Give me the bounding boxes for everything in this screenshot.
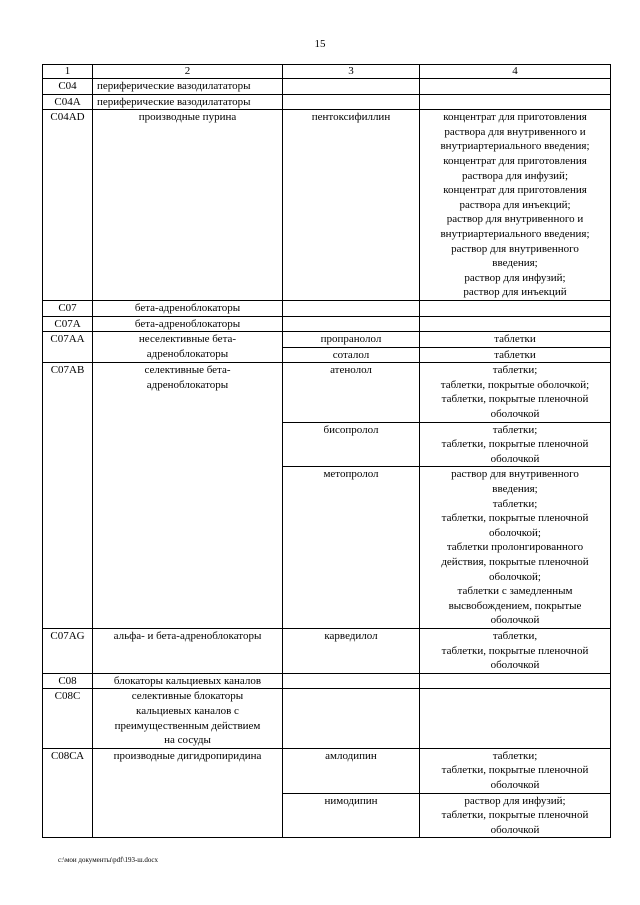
form-line: введения; <box>492 483 538 496</box>
drug-name <box>283 94 420 110</box>
column-header: 4 <box>420 65 611 79</box>
drug-name: атенолол <box>283 363 420 422</box>
form-line: таблетки; <box>492 364 538 377</box>
form-line: внутриартериального введения; <box>440 227 590 240</box>
table-row <box>43 110 611 301</box>
dosage-forms <box>420 628 611 673</box>
form-line: таблетки, покрытые пленочной <box>441 809 589 822</box>
form-line: оболочкой; <box>489 570 541 583</box>
form-line: внутриартериального введения; <box>440 140 590 153</box>
drug-name: метопролол <box>283 467 420 629</box>
dosage-forms <box>420 422 611 467</box>
table-row <box>43 316 611 332</box>
atc-code: С07АВ <box>43 363 93 629</box>
column-header: 3 <box>283 65 420 79</box>
table-row <box>43 79 611 95</box>
atc-group: бета-адреноблокаторы <box>93 316 283 332</box>
form-line: концентрат для приготовления <box>443 111 587 124</box>
drug-name: пентоксифиллин <box>283 110 420 301</box>
column-header: 1 <box>43 65 93 79</box>
table-row <box>43 332 611 348</box>
form-line: раствор для инфузий; <box>464 794 566 807</box>
form-line: оболочкой <box>490 614 540 627</box>
atc-code: С08 <box>43 673 93 689</box>
dosage-forms <box>420 363 611 422</box>
form-line: таблетки, покрытые оболочкой; <box>440 378 590 391</box>
atc-group: периферические вазодилататоры <box>93 94 283 110</box>
form-line: введения; <box>492 257 538 270</box>
form-line: таблетки пролонгированного <box>446 541 584 554</box>
form-line: оболочкой <box>490 823 540 836</box>
form-line: таблетки, покрытые пленочной <box>441 438 589 451</box>
form-line: таблетки с замедленным <box>457 585 573 598</box>
atc-group: производные дигидропиридина <box>93 748 283 838</box>
form-line: раствор для внутривенного <box>451 468 579 481</box>
group-line: на сосуды <box>164 734 211 747</box>
dosage-forms <box>420 467 611 629</box>
dosage-forms <box>420 316 611 332</box>
table-row <box>43 628 611 673</box>
group-line: адреноблокаторы <box>146 378 229 391</box>
form-line: действия, покрытые пленочной <box>441 556 589 568</box>
atc-code: С07А <box>43 316 93 332</box>
footer-file-path: c:\мои документы\pdf\193-ш.docx <box>58 856 159 864</box>
table-row <box>43 363 611 422</box>
form-line: раствор для внутривенного <box>451 242 579 255</box>
form-line: таблетки; <box>492 749 538 762</box>
form-line: таблетки, покрытые пленочной <box>441 644 589 657</box>
dosage-forms <box>420 689 611 748</box>
atc-code: С04 <box>43 79 93 95</box>
drug-name: бисопролол <box>283 422 420 467</box>
table-row <box>43 300 611 316</box>
form-line: раствор для инъекций <box>463 286 567 299</box>
atc-group: альфа- и бета-адреноблокаторы <box>93 628 283 673</box>
form-line: таблетки, покрытые пленочной <box>441 393 589 406</box>
group-line: селективные блокаторы <box>131 690 244 703</box>
dosage-forms <box>420 110 611 301</box>
form-line: концентрат для приготовления <box>443 184 587 197</box>
table-header-row <box>43 65 611 79</box>
form-line: раствор для внутривенного и <box>446 213 584 226</box>
atc-group: периферические вазодилататоры <box>93 79 283 95</box>
page-number: 15 <box>314 38 326 50</box>
form-line: оболочкой; <box>489 526 541 539</box>
form-line: таблетки, покрытые пленочной <box>441 764 589 777</box>
atc-group: блокаторы кальциевых каналов <box>93 673 283 689</box>
group-line: неселективные бета- <box>138 333 237 346</box>
dosage-forms: таблетки <box>420 347 611 363</box>
drug-name: пропранолол <box>283 332 420 348</box>
form-line: раствор для инфузий; <box>464 271 566 284</box>
table-row <box>43 689 611 748</box>
form-line: таблетки; <box>492 423 538 436</box>
atc-code: С04А <box>43 94 93 110</box>
drug-name <box>283 689 420 748</box>
drug-name: нимодипин <box>283 793 420 838</box>
form-line: таблетки; <box>492 497 538 510</box>
table-row <box>43 748 611 793</box>
form-line: оболочкой <box>490 778 540 791</box>
atc-code: С07АА <box>43 332 93 363</box>
dosage-forms <box>420 300 611 316</box>
dosage-forms <box>420 673 611 689</box>
atc-group <box>93 363 283 629</box>
group-line: адреноблокаторы <box>146 347 229 360</box>
drug-name: амлодипин <box>283 748 420 793</box>
atc-code: С08С <box>43 689 93 748</box>
atc-code: С07AG <box>43 628 93 673</box>
atc-group <box>93 689 283 748</box>
dosage-forms <box>420 79 611 95</box>
dosage-forms: таблетки <box>420 332 611 348</box>
form-line: таблетки, <box>492 629 538 642</box>
drug-name <box>283 79 420 95</box>
table-row <box>43 94 611 110</box>
atc-code: С08СА <box>43 748 93 838</box>
form-line: раствора для внутривенного и <box>444 125 586 138</box>
form-line: оболочкой <box>490 452 540 465</box>
dosage-forms <box>420 793 611 838</box>
group-line: селективные бета- <box>144 364 231 377</box>
drug-name <box>283 316 420 332</box>
atc-group: бета-адреноблокаторы <box>93 300 283 316</box>
dosage-forms <box>420 94 611 110</box>
form-line: раствора для инъекций; <box>459 198 571 211</box>
atc-code: С07 <box>43 300 93 316</box>
form-line: таблетки, покрытые пленочной <box>441 512 589 525</box>
drug-name: соталол <box>283 347 420 363</box>
form-line: высвобождением, покрытые <box>448 599 582 612</box>
table-row <box>43 673 611 689</box>
drug-name <box>283 673 420 689</box>
form-line: концентрат для приготовления <box>443 154 587 167</box>
drug-name: карведилол <box>283 628 420 673</box>
form-line: оболочкой <box>490 659 540 672</box>
group-line: преимущественным действием <box>114 719 261 732</box>
atc-group <box>93 332 283 363</box>
form-line: раствора для инфузий; <box>461 169 569 182</box>
group-line: кальциевых каналов с <box>136 704 239 717</box>
drug-table <box>42 64 611 838</box>
drug-name <box>283 300 420 316</box>
atc-code: С04AD <box>43 110 93 301</box>
form-line: оболочкой <box>490 408 540 421</box>
atc-group: производные пурина <box>93 110 283 301</box>
column-header: 2 <box>93 65 283 79</box>
dosage-forms <box>420 748 611 793</box>
